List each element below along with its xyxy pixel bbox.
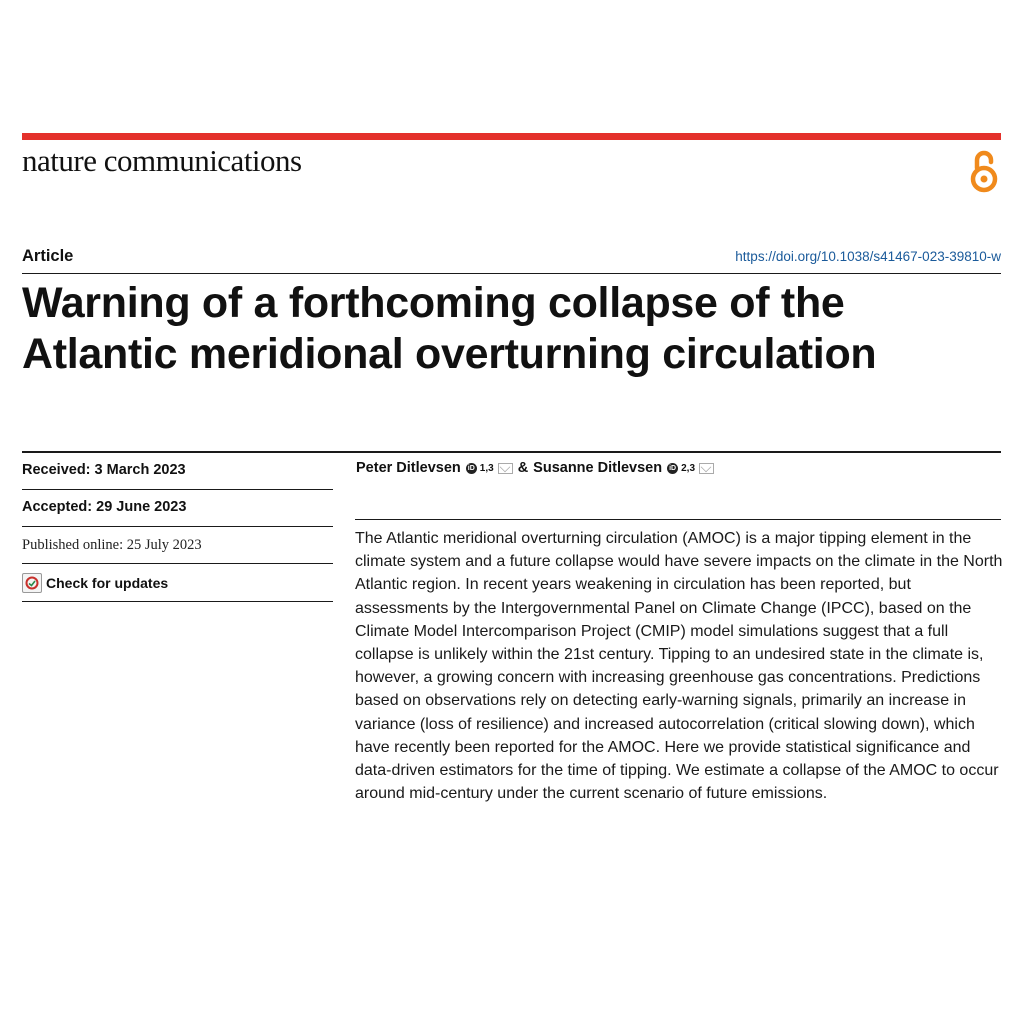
date-divider: [22, 563, 333, 564]
accepted-date: Accepted: 29 June 2023: [22, 499, 187, 515]
author-name[interactable]: Peter Ditlevsen: [356, 460, 461, 476]
orcid-icon[interactable]: iD: [669, 464, 677, 472]
article-type: Article: [22, 247, 74, 265]
abstract-text: The Atlantic meridional overturning circulation (AMOC) is a major tipping element in the climate system and a future collapse would have severe impacts on the climate in the North Atlantic region. In recent years weakening in circulation has been reported, but assessments by the Intergovernmental Panel on Climate Change (IPCC), based on the Climate Model Intercomparison Project (CMIP) model simulations suggest that a full collapse is unlikely within the 21st century. Tipping to an undesired state in the climate is, however, a growing concern with increasing greenhouse gas concentrations. Predictions based on observations rely on detecting early-warning signals, primarily an increase in variance (loss of resilience) and increased autocorrelation (critical slowing down), which have recently been reported for the AMOC. Here we provide statistical significance and data-driven estimators for the time of tipping. We estimate a collapse of the AMOC to occur around mid-century under the current scenario of future emissions.: [355, 530, 1003, 803]
metadata-top-rule: [22, 451, 1001, 453]
check-for-updates-button[interactable]: [22, 573, 168, 593]
published-date: Published online: 25 July 2023: [22, 537, 202, 553]
journal-name[interactable]: nature communications: [22, 143, 302, 178]
mail-icon[interactable]: [498, 463, 513, 474]
author-affiliations: 2,3: [681, 462, 696, 474]
date-divider: [22, 601, 333, 602]
received-date: Received: 3 March 2023: [22, 462, 186, 478]
orcid-icon[interactable]: iD: [467, 464, 475, 472]
article-title: Warning of a forthcoming collapse of the Atlantic meridional overturning circulation: [22, 279, 877, 378]
open-access-icon[interactable]: [966, 148, 1002, 194]
author-separator: &: [517, 460, 529, 476]
mail-icon[interactable]: [699, 463, 714, 474]
doi-link[interactable]: https://doi.org/10.1038/s41467-023-39810-w: [735, 249, 1001, 264]
author-name[interactable]: Susanne Ditlevsen: [533, 460, 663, 476]
check-for-updates-icon: [22, 573, 42, 593]
title-top-rule: [22, 273, 1001, 274]
author-affiliations: 1,3: [479, 462, 494, 474]
check-for-updates-label: Check for updates: [46, 575, 169, 591]
abstract-top-rule: [355, 519, 1001, 520]
date-divider: [22, 526, 333, 527]
author-list: [356, 460, 714, 476]
journal-accent-bar: [22, 133, 1001, 140]
date-divider: [22, 489, 333, 490]
